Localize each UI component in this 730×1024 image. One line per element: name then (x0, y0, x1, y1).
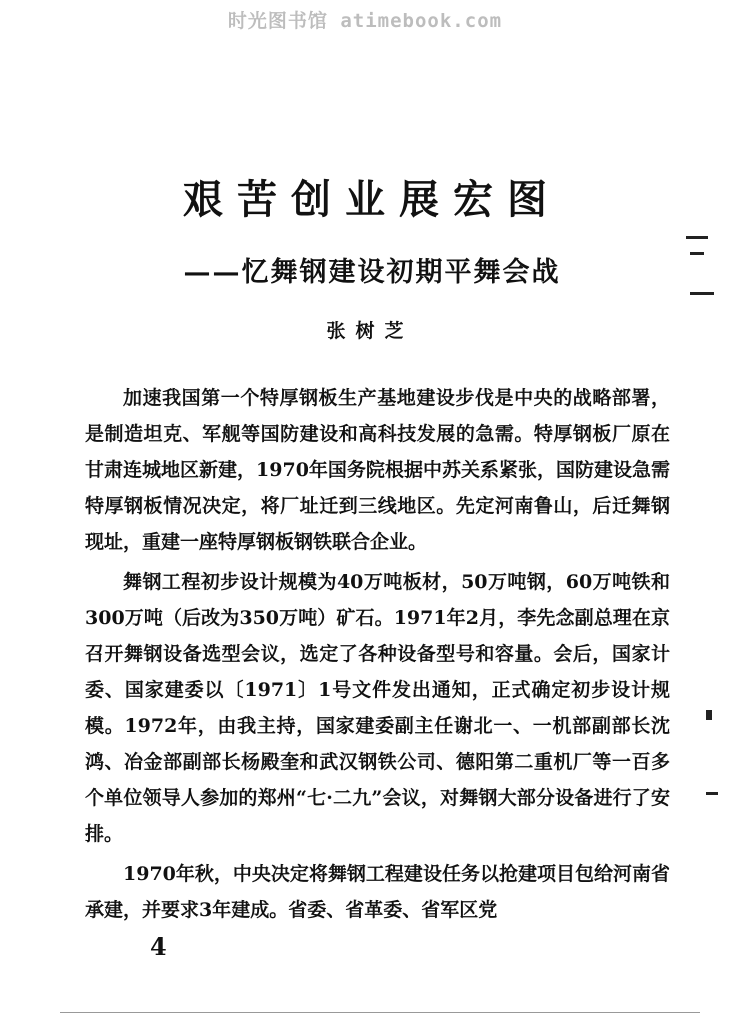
scan-artifact-mark (686, 236, 708, 239)
page-number: 4 (150, 932, 167, 961)
watermark: 时光图书馆 atimebook.com (227, 10, 503, 32)
article-body (85, 380, 670, 932)
scan-artifact-mark (706, 792, 718, 795)
paragraph-1: 加速我国第一个特厚钢板生产基地建设步伐是中央的战略部署，是制造坦克、军舰等国防建设和高科技发展的急需。特厚钢板厂原在甘肃连城地区新建，1970年国务院根据中苏关系紧张，国防建设急需特厚钢板情况决定，将厂址迁到三线地区。先定河南鲁山，后迁舞钢现址，重建一座特厚钢板钢铁联合企业。 (85, 387, 670, 553)
scan-artifact-mark (706, 710, 712, 720)
article-subtitle: ——忆舞钢建设初期平舞会战 (183, 257, 561, 288)
article-author: 张树芝 (326, 320, 414, 342)
scan-artifact-mark (60, 1012, 700, 1013)
scan-artifact-mark (690, 292, 714, 295)
paragraph-3: 1970年秋，中央决定将舞钢工程建设任务以抢建项目包给河南省承建，并要求3年建成。省委、省革委、省军区党 (85, 863, 670, 921)
article-title: 艰苦创业展宏图 (183, 176, 561, 223)
scan-artifact-mark (690, 252, 704, 255)
paragraph-2: 舞钢工程初步设计规模为40万吨板材，50万吨钢，60万吨铁和300万吨（后改为350万吨）矿石。1971年2月，李先念副总理在京召开舞钢设备选型会议，选定了各种设备型号和容量。会后，国家计委、国家建委以〔1971〕1号文件发出通知，正式确定初步设计规模。1972年，由我主持，国家建委副主任谢北一、一机部副部长沈鸿、冶金部副部长杨殿奎和武汉钢铁公司、德阳第二重机厂等一百多个单位领导人参加的郑州“七·二九”会议，对舞钢大部分设备进行了安排。 (85, 571, 670, 845)
